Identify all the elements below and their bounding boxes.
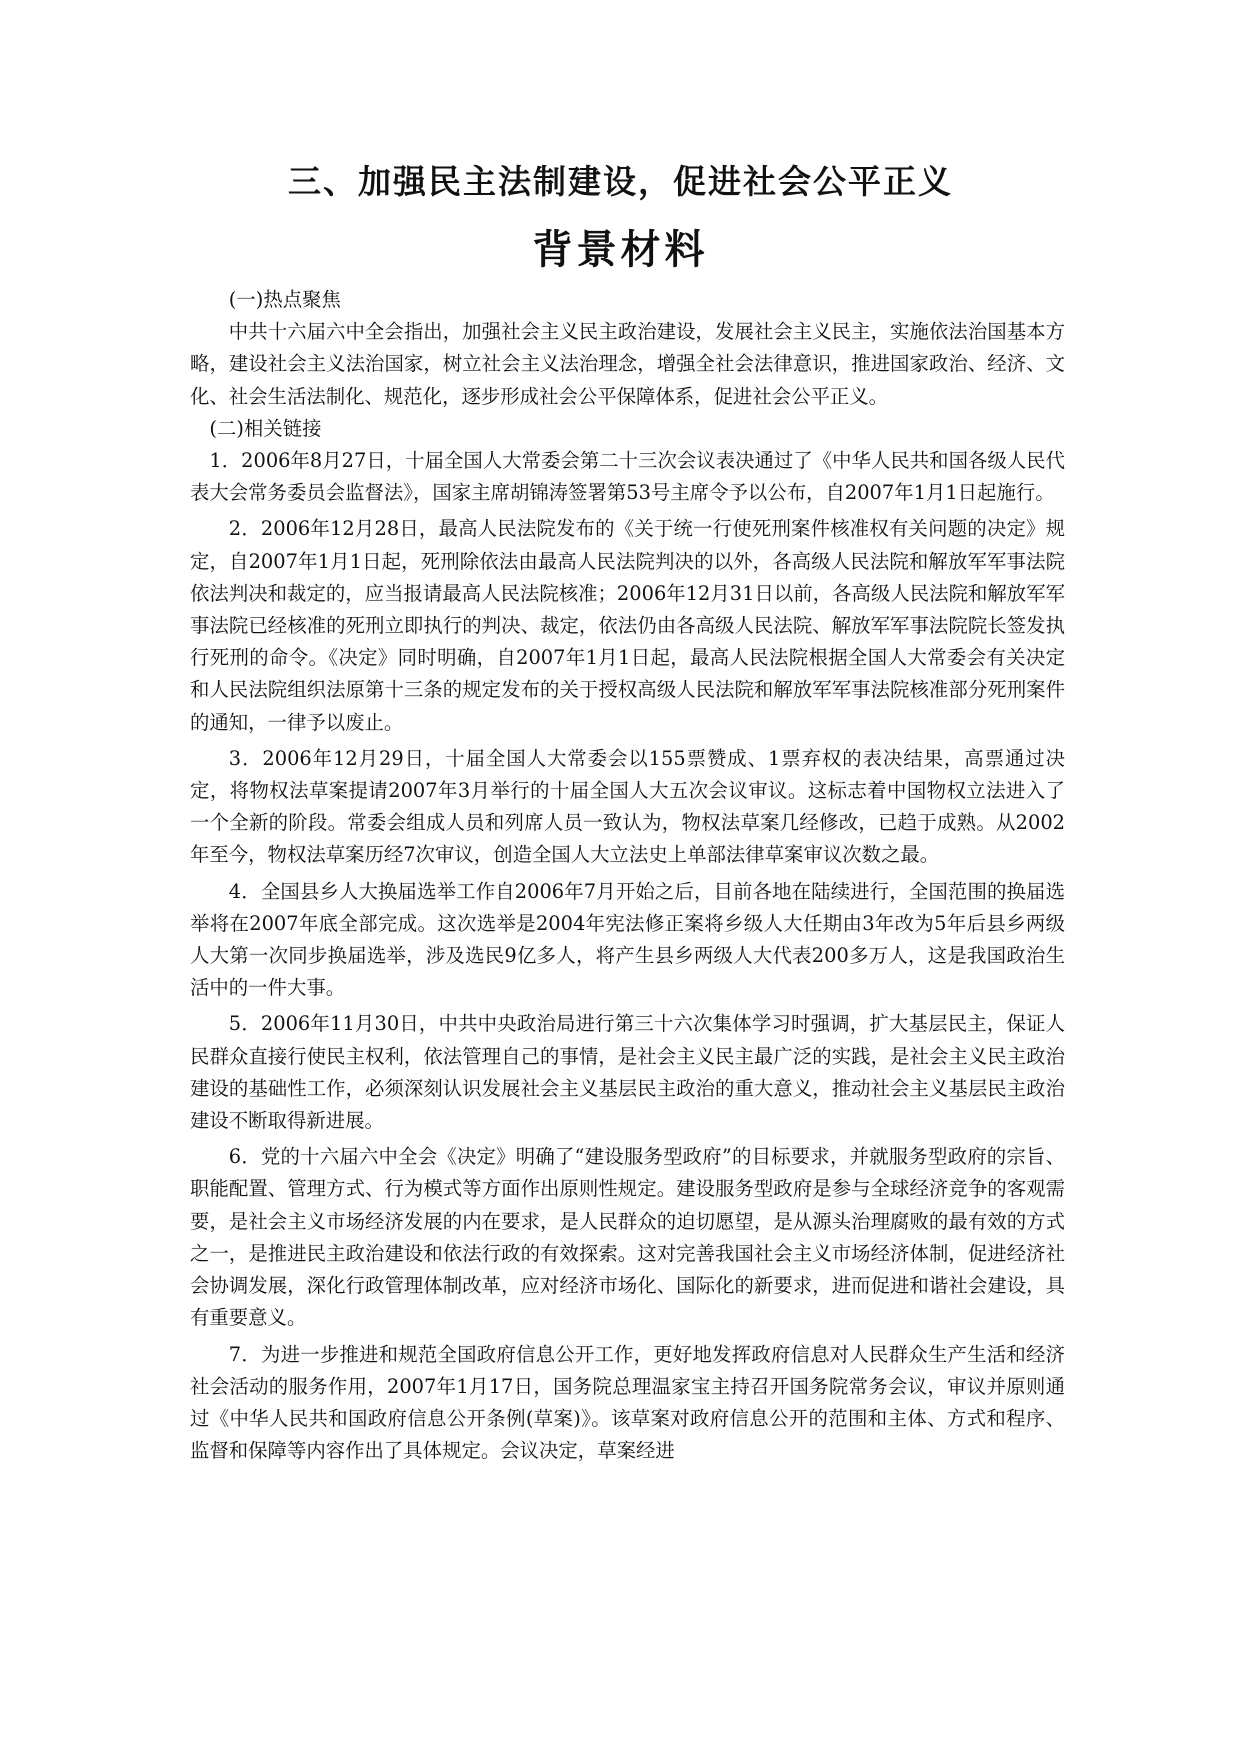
document-body [190,284,1065,1467]
document-subtitle: 背景材料 [532,226,709,273]
section-heading-hotspot: (一)热点聚焦 [228,288,341,311]
document-title: 三、加强民主法制建设，促进社会公平正义 [288,162,953,201]
list-item: 6．党的十六届六中全会《决定》明确了“建设服务型政府”的目标要求，并就服务型政府的宗旨、职能配置、管理方式、行为模式等方面作出原则性规定。建设服务型政府是参与全球经济竞争的客观需要，是社会主义市场经济发展的内在要求，是人民群众的迫切愿望，是从源头治理腐败的最有效的方式之一，是推进民主政治建设和依法行政的有效探索。这对完善我国社会主义市场经济体制，促进经济社会协调发展，深化行政管理体制改革，应对经济市场化、国际化的新要求，进而促进和谐社会建设，具有重要意义。 [190,1145,1065,1330]
list-item: 1．2006年8月27日，十届全国人大常委会第二十三次会议表决通过了《中华人民共和国各级人民代表大会常务委员会监督法》，国家主席胡锦涛签署第53号主席令予以公布，自2007年1月1日起施行。 [190,449,1065,505]
section-heading-links: (二)相关链接 [209,416,322,440]
paragraph-hotspot: 中共十六届六中全会指出，加强社会主义民主政治建设，发展社会主义民主，实施依法治国基本方略，建设社会主义法治国家，树立社会主义法治理念，增强全社会法律意识，推进国家政治、经济、文化、社会生活法制化、规范化，逐步形成社会公平保障体系，促进社会公平正义。 [190,320,1065,408]
list-item: 7．为进一步推进和规范全国政府信息公开工作，更好地发挥政府信息对人民群众生产生活和经济社会活动的服务作用，2007年1月17日，国务院总理温家宝主持召开国务院常务会议，审议并原则通过《中华人民共和国政府信息公开条例(草案)》。该草案对政府信息公开的范围和主体、方式和程序、监督和保障等内容作出了具体规定。会议决定，草案经进 [190,1342,1065,1463]
list-item: 3．2006年12月29日，十届全国人大常委会以155票赞成、1票弃权的表决结果，高票通过决定，将物权法草案提请2007年3月举行的十届全国人大五次会议审议。这标志着中国物权立法进入了一个全新的阶段。常委会组成人员和列席人员一致认为，物权法草案几经修改，已趋于成熟。从2002年至今，物权法草案历经7次审议，创造全国人大立法史上单部法律草案审议次数之最。 [190,746,1065,867]
list-item: 5．2006年11月30日，中共中央政治局进行第三十六次集体学习时强调，扩大基层民主，保证人民群众直接行使民主权利，依法管理自己的事情，是社会主义民主最广泛的实践，是社会主义民主政治建设的基础性工作，必须深刻认识发展社会主义基层民主政治的重大意义，推动社会主义基层民主政治建设不断取得新进展。 [190,1012,1065,1133]
list-item: 4．全国县乡人大换届选举工作自2006年7月开始之后，目前各地在陆续进行，全国范围的换届选举将在2007年底全部完成。这次选举是2004年宪法修正案将乡级人大任期由3年改为5年后县乡两级人大第一次同步换届选举，涉及选民9亿多人，将产生县乡两级人大代表200多万人，这是我国政治生活中的一件大事。 [190,879,1065,1000]
list-item: 2．2006年12月28日，最高人民法院发布的《关于统一行使死刑案件核准权有关问题的决定》规定，自2007年1月1日起，死刑除依法由最高人民法院判决的以外，各高级人民法院和解放军军事法院依法判决和裁定的，应当报请最高人民法院核准；2006年12月31日以前，各高级人民法院和解放军军事法院已经核准的死刑立即执行的判决、裁定，依法仍由各高级人民法院、解放军军事法院院长签发执行死刑的命令。《决定》同时明确，自2007年1月1日起，最高人民法院根据全国人大常委会有关决定和人民法院组织法原第十三条的规定发布的关于授权高级人民法院和解放军军事法院核准部分死刑案件的通知，一律予以废止。 [190,517,1065,734]
